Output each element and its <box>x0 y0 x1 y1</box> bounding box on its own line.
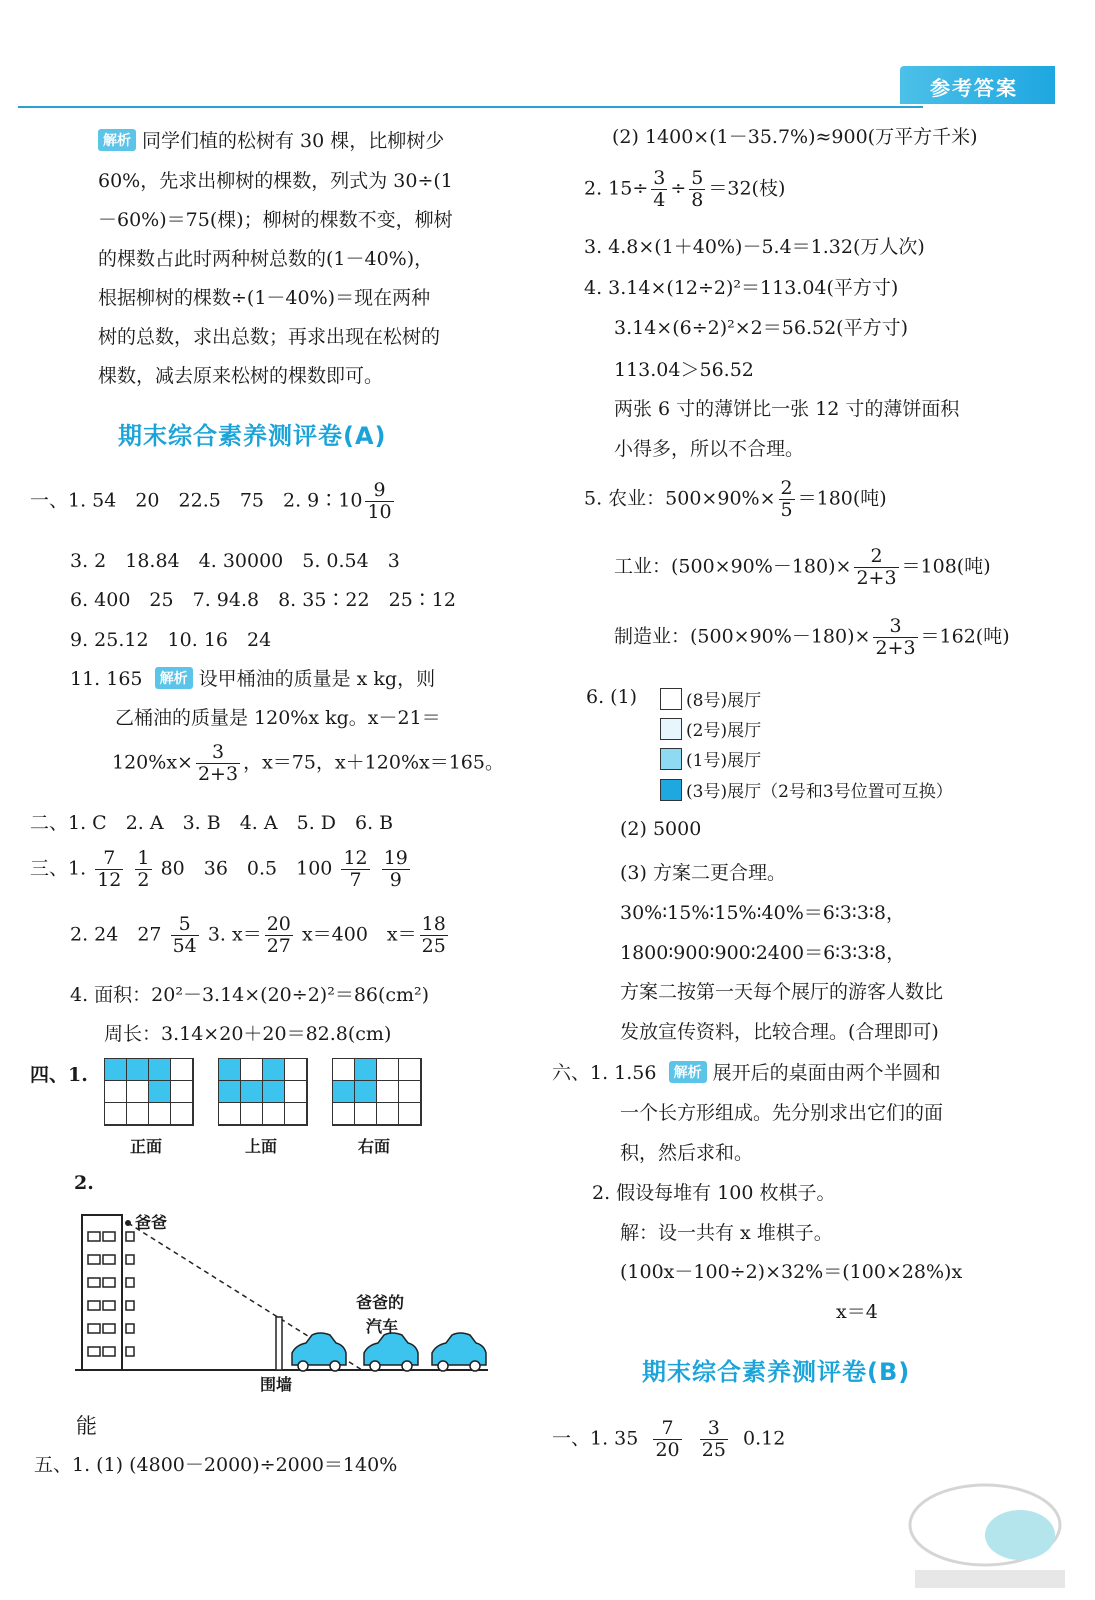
header-rule <box>18 106 923 108</box>
part3-line2: 2. 24 27 $\frac{5}{54}$ 3. x＝ $\frac{20}{27}$ x＝400 x＝ $\frac{18}{25}$ <box>70 913 446 957</box>
r-line-22: 2. 假设每堆有 100 枚棋子。 <box>592 1182 836 1204</box>
part3-line1: 三、1. $\frac{7}{12}$ $\frac{1}{2}$ 80 36 0.5 100 $\frac{12}{7}$ $\frac{19}{9}$ <box>30 847 408 891</box>
part3-line3: 4. 面积：20²－3.14×(20÷2)²＝86(cm²) <box>70 984 430 1006</box>
analysis-line-3: －60%)＝75(棵)；柳树的棵数不变，柳树 <box>98 209 453 231</box>
building-windows <box>88 1232 134 1356</box>
hall-swatch-pale <box>660 718 682 740</box>
r-line-18: 发放宣传资料，比较合理。(合理即可) <box>620 1021 939 1043</box>
r-line-8: 小得多，所以不合理。 <box>614 438 805 460</box>
r-line-3: 3. 4.8×(1＋40%)－5.4＝1.32(万人次) <box>584 236 925 258</box>
part4-item2-label: 2. <box>74 1172 94 1194</box>
wall-label: 围墙 <box>260 1375 293 1394</box>
r-line-24: (100x－100÷2)×32%＝(100×28%)x <box>620 1261 963 1283</box>
analysis-line-5: 根据柳树的棵数÷(1－40%)＝现在两种 <box>98 287 431 309</box>
hall-swatch-dark <box>660 779 682 801</box>
r-line-13: (2) 5000 <box>620 818 702 840</box>
part4-label: 四、1. <box>30 1064 88 1086</box>
r-line-11: 制造业：(500×90%－180)× $\frac{3}{2+3}$ ＝162(吨) <box>614 615 1010 659</box>
car-icon <box>432 1333 486 1371</box>
analysis-badge: 解析 <box>669 1061 707 1083</box>
r-line-9: 5. 农业：500×90%× $\frac{2}{5}$ ＝180(吨) <box>584 477 887 521</box>
part2: 二、1. C 2. A 3. B 4. A 5. D 6. B <box>30 812 394 834</box>
r-line-26: 一、1. 35 $\frac{7}{20}$ $\frac{3}{25}$ 0.12 <box>552 1417 786 1461</box>
car-icon <box>364 1333 418 1371</box>
r-line-16: 1800∶900∶900∶2400＝6∶3∶3∶8， <box>620 942 906 964</box>
section-title-b: 期末综合素养测评卷(B) <box>642 1358 911 1386</box>
analysis-line-6: 树的总数，求出总数；再求出现在松树的 <box>98 326 441 348</box>
r-line-4: 4. 3.14×(12÷2)²＝113.04(平方寸) <box>584 277 899 299</box>
fraction: $\frac{9}{10}$ <box>367 479 392 523</box>
r-line-21: 积，然后求和。 <box>620 1142 754 1164</box>
front-view-grid <box>104 1058 194 1126</box>
analysis-badge: 解析 <box>155 667 193 689</box>
analysis-line-7: 棵数，减去原来松树的棵数即可。 <box>98 365 384 387</box>
analysis-line-2: 60%，先求出柳树的棵数，列式为 30÷(1 <box>98 170 453 192</box>
part1-line2: 3. 2 18.84 4. 30000 5. 0.54 3 <box>70 550 400 572</box>
hall-row-3: (1号)展厅 <box>660 746 761 771</box>
part3-line4: 周长：3.14×20＋20＝82.8(cm) <box>104 1023 392 1045</box>
part1-line4: 9. 25.12 10. 16 24 <box>70 629 272 651</box>
section-title-a: 期末综合素养测评卷(A) <box>118 422 387 450</box>
analysis-badge: 解析 <box>98 129 136 151</box>
sightline-diagram <box>70 1205 500 1395</box>
hall-row-2: (2号)展厅 <box>660 716 761 741</box>
part1-line3: 6. 400 25 7. 94.8 8. 35∶22 25∶12 <box>70 589 456 611</box>
part1-line7: 120%x× $\frac{3}{2+3}$ ，x＝75，x＋120%x＝165。 <box>112 741 504 785</box>
tab-label: 参考答案 <box>930 76 1018 100</box>
hall-swatch-white <box>660 688 682 710</box>
r-line-15: 30%∶15%∶15%∶40%＝6∶3∶3∶8， <box>620 902 905 924</box>
dad-point <box>125 1220 131 1226</box>
dad-label: 爸爸 <box>135 1213 168 1232</box>
front-view-label: 正面 <box>130 1137 163 1156</box>
r-q6-label: 6. (1) <box>586 686 638 708</box>
part1-line6: 乙桶油的质量是 120%x kg。x－21＝ <box>115 707 441 729</box>
top-view-grid <box>218 1058 308 1126</box>
r-line-23: 解：设一共有 x 堆棋子。 <box>620 1222 833 1244</box>
wall <box>276 1317 282 1370</box>
r-line-17: 方案二按第一天每个展厅的游客人数比 <box>620 981 944 1003</box>
r-line-7: 两张 6 寸的薄饼比一张 12 寸的薄饼面积 <box>614 398 960 420</box>
part4-answer: 能 <box>76 1414 97 1438</box>
part1-line5: 11. 165 解析 设甲桶油的质量是 x kg，则 <box>70 668 436 690</box>
r-line-25: x＝4 <box>836 1301 878 1323</box>
r-line-5: 3.14×(6÷2)²×2＝56.52(平方寸) <box>614 317 908 339</box>
analysis-line-1: 解析 同学们植的松树有 30 棵，比柳树少 <box>98 126 444 153</box>
car-label-1: 爸爸的 <box>356 1293 405 1312</box>
hall-row-1: (8号)展厅 <box>660 686 761 711</box>
car-label-2: 汽车 <box>366 1317 399 1336</box>
r-line-2: 2. 15÷ $\frac{3}{4}$ ÷ $\frac{5}{8}$ ＝32(枝) <box>584 167 786 211</box>
r-line-10: 工业：(500×90%－180)× $\frac{2}{2+3}$ ＝108(吨) <box>614 545 991 589</box>
watermark-graphic <box>900 1475 1070 1595</box>
right-view-grid <box>332 1058 422 1126</box>
r-line-19: 六、1. 1.56 解析 展开后的桌面由两个半圆和 <box>552 1062 941 1084</box>
r-line-1: (2) 1400×(1－35.7%)≈900(万平方千米) <box>612 126 978 148</box>
top-view-label: 上面 <box>245 1137 278 1156</box>
part5-line1: 五、1. (1) (4800－2000)÷2000＝140% <box>34 1454 398 1476</box>
hall-swatch-light <box>660 748 682 770</box>
right-view-label: 右面 <box>358 1137 391 1156</box>
r-line-6: 113.04＞56.52 <box>614 359 754 381</box>
r-line-20: 一个长方形组成。先分别求出它们的面 <box>620 1102 944 1124</box>
part1-line1: 一、1. 54 20 22.5 75 2. 9∶10 $\frac{9}{10}$ <box>30 479 392 523</box>
r-line-14: (3) 方案二更合理。 <box>620 862 786 884</box>
hall-row-4: (3号)展厅（2号和3号位置可互换） <box>660 777 953 802</box>
analysis-line-4: 的棵数占此时两种树总数的(1－40%)， <box>98 248 434 270</box>
car-icon <box>292 1333 346 1371</box>
answer-key-tab <box>900 66 1055 104</box>
